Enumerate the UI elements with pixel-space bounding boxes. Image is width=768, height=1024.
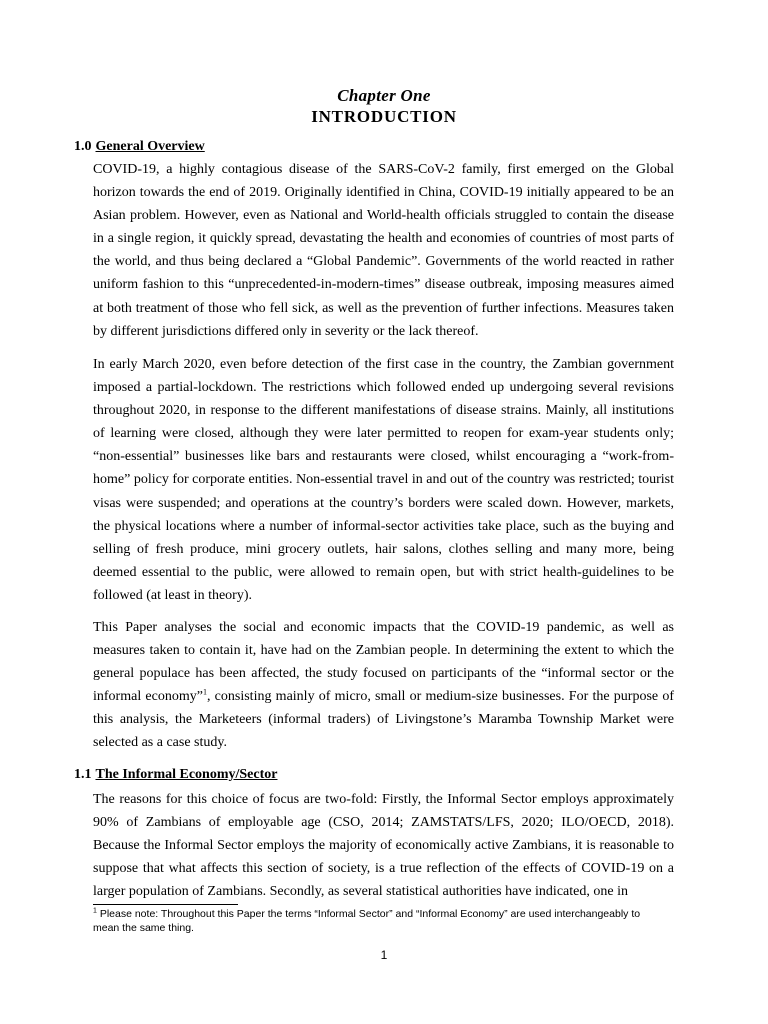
- footnote-mark: 1: [93, 907, 97, 915]
- section-title: The Informal Economy/Sector: [95, 767, 278, 782]
- section-heading-informal-economy: [74, 767, 277, 783]
- section-number: 1.1: [74, 767, 92, 782]
- paragraph-informal-sector-reasons: The reasons for this choice of focus are two-fold: Firstly, the Informal Sector employs approximately 90% of Zambians of employable age (CSO, 2014; ZAMSTATS/LFS, 2020; ILO/OECD, 2018). Because the Informal Sector employs the majority of economically active Zambians, it is reasonable to suppose that what affects this section of society, is a true reflection of the effects of COVID-19 on a larger population of Zambians. Secondly, as several statistical authorities have indicated, one in: [93, 792, 674, 900]
- paragraph-zambia-lockdown: In early March 2020, even before detection of the first case in the country, the Zambian government imposed a partial-lockdown. The restrictions which followed ended up undergoing several revisions throughout 2020, in response to the different manifestations of disease strains. Mainly, all institutions of learning were closed, although they were later permitted to reopen for exam-year students only; “non-essential” businesses like bars and restaurants were closed, whilst encouraging a “work-from-home” policy for corporate entities. Non-essential travel in and out of the country was restricted; tourist visas were suspended; and operations at the country’s borders were scaled down. However, markets, the physical locations where a number of informal-sector activities take place, such as the buying and selling of fresh produce, mini grocery outlets, hair salons, clothes selling and many more, being deemed essential to the public, were allowed to remain open, but with strict health-guidelines to be followed (at least in theory).: [93, 357, 674, 603]
- paragraph-paper-scope: [93, 616, 674, 755]
- section-title: General Overview: [95, 139, 205, 154]
- paragraph-covid-overview: COVID-19, a highly contagious disease of the SARS-CoV-2 family, first emerged on the Global horizon towards the end of 2019. Originally identified in China, COVID-19 initially appeared to be an Asian problem. However, even as National and World-health officials struggled to contain the disease in a single region, it quickly spread, devastating the health and economies of countries of most parts of the world, and thus being declared a “Global Pandemic”. Governments of the world reacted in rather uniform fashion to this “unprecedented-in-modern-times” disease outbreak, imposing measures aimed at both treatment of those who fell sick, as well as the prevention of further infections. Measures taken by different jurisdictions differed only in severity or the lack thereof.: [93, 162, 674, 339]
- footnote-reference[interactable]: 1: [202, 687, 207, 697]
- page-number: 1: [380, 948, 388, 962]
- section-heading-general-overview: [74, 139, 205, 155]
- chapter-label: Chapter One: [337, 86, 431, 105]
- footnote: [93, 908, 668, 935]
- paragraph-text-before-footnote: This Paper analyses the social and economic impacts that the COVID-19 pandemic, as well as measures taken to contain it, have had on the Zambian people. In determining the extent to which the general populace has been affected, the study focused on participants of the “informal sector or the informal economy”: [93, 620, 674, 705]
- paragraph-text-after-footnote: , consisting mainly of micro, small or medium-size businesses. For the purpose of this analysis, the Marketeers (informal traders) of Livingstone’s Maramba Township Market were selected as a case study.: [93, 689, 674, 751]
- footnote-separator: [93, 904, 238, 905]
- chapter-title: INTRODUCTION: [311, 107, 457, 126]
- section-number: 1.0: [74, 139, 92, 154]
- footnote-text: Please note: Throughout this Paper the terms “Informal Sector” and “Informal Economy” are used interchangeably to mean the same thing.: [93, 908, 641, 934]
